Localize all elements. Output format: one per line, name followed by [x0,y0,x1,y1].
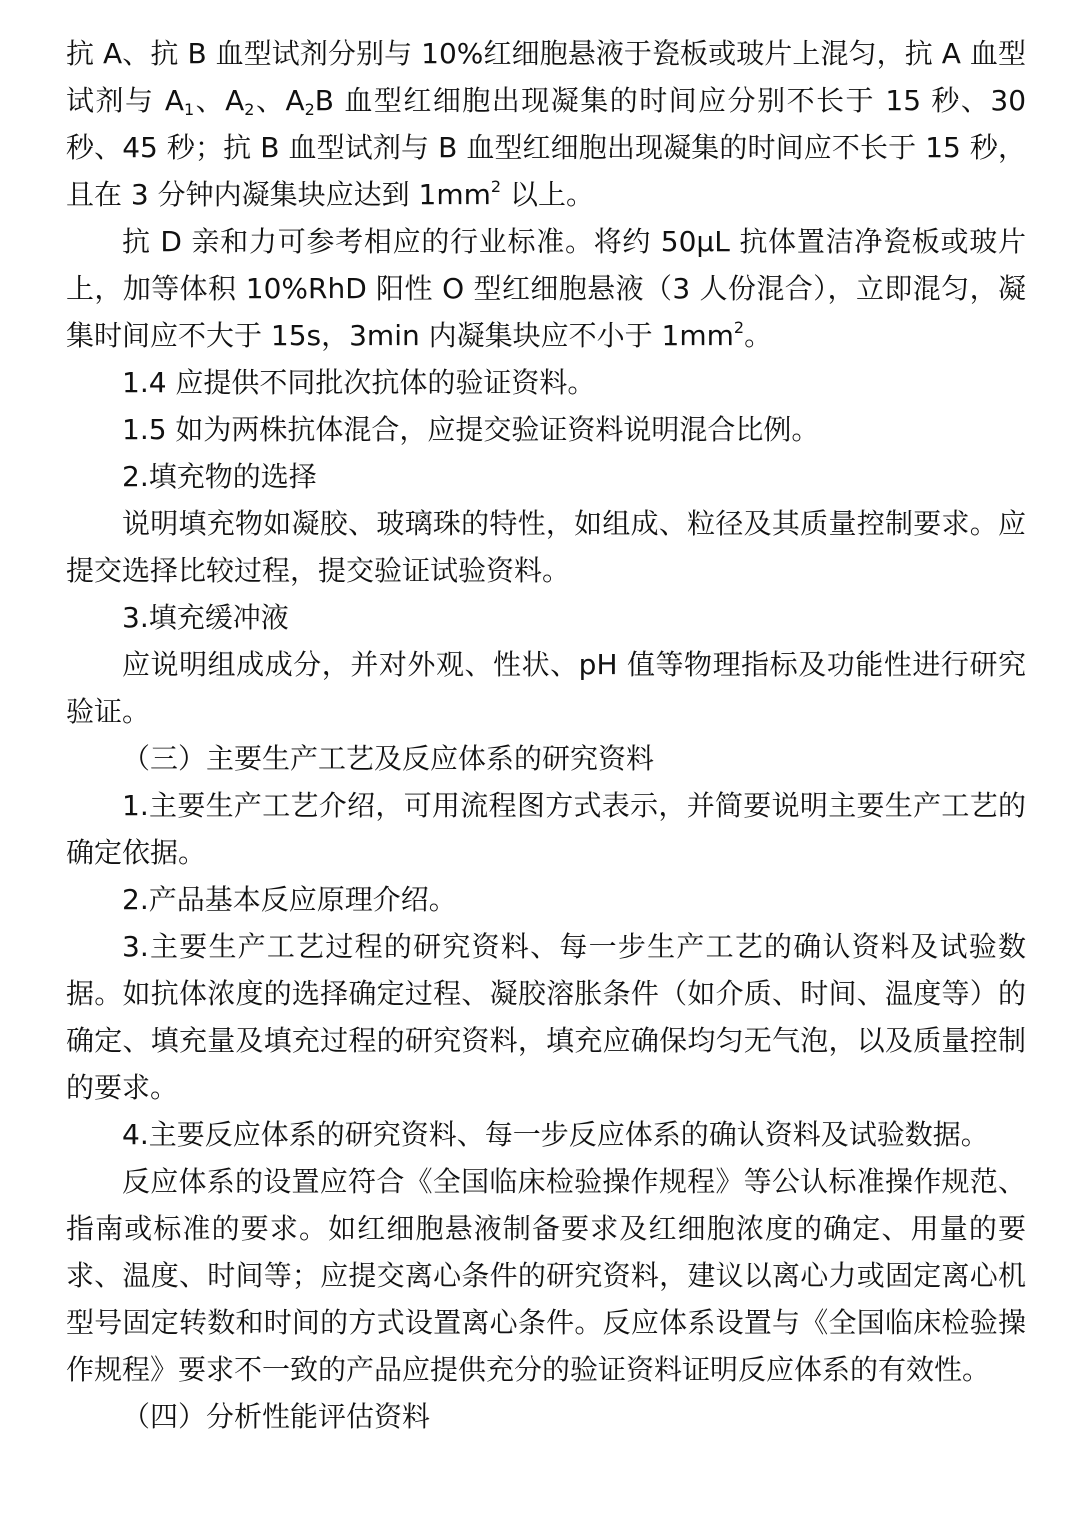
paragraph [66,359,1026,406]
subscript: 1 [183,100,195,119]
paragraph [66,594,1026,641]
text-run: 抗 A、抗 B 血型试剂分别与 10%红细胞悬液于瓷板或玻片上混匀，抗 A 血型试剂与 A [66,37,1026,117]
text-run: 2.填充物的选择 [122,460,317,493]
text-run: 、A [254,84,305,117]
paragraph-continued [66,30,1026,218]
paragraph [66,453,1026,500]
text-run: 1.4 应提供不同批次抗体的验证资料。 [122,366,596,399]
superscript: 2 [490,177,502,196]
text-run: 3.填充缓冲液 [122,601,289,634]
subscript: 2 [304,100,315,119]
paragraph [66,1111,1026,1158]
superscript: 2 [733,318,745,337]
text-run: B 血型红细胞出现凝集的时间应分别不长于 15 秒、30 秒、45 秒；抗 B 血型试剂与 B 血型红细胞出现凝集的时间应不长于 15 秒，且在 3 分钟内凝集块应达到 1mm [66,84,1027,211]
text-run: （四）分析性能评估资料 [122,1400,431,1433]
text-run: 、A [194,84,245,117]
paragraph [66,923,1026,1111]
text-run: 应说明组成成分，并对外观、性状、pH 值等物理指标及功能性进行研究验证。 [66,648,1026,728]
text-run: 4.主要反应体系的研究资料、每一步反应体系的确认资料及试验数据。 [122,1118,989,1151]
text-run: 1.5 如为两株抗体混合，应提交验证资料说明混合比例。 [122,413,820,446]
document-page [66,30,1026,1440]
paragraph [66,782,1026,876]
text-run: 2.产品基本反应原理介绍。 [122,883,457,916]
text-run: 抗 D 亲和力可参考相应的行业标准。将约 50μL 抗体置洁净瓷板或玻片上，加等体积 10%RhD 阳性 O 型红细胞悬液（3 人份混合），立即混匀，凝集时间应不大于 15s，3min 内凝集块应不小于 1mm [66,225,1026,352]
text-run: 。 [744,319,773,352]
paragraph [66,406,1026,453]
section-heading [66,735,1026,782]
text-run: 说明填充物如凝胶、玻璃珠的特性，如组成、粒径及其质量控制要求。应提交选择比较过程，提交验证试验资料。 [66,507,1026,587]
paragraph [66,500,1026,594]
paragraph [66,218,1026,359]
text-run: 1.主要生产工艺介绍，可用流程图方式表示，并简要说明主要生产工艺的确定依据。 [66,789,1026,869]
paragraph [66,641,1026,735]
text-run: 以上。 [501,178,594,211]
text-run: （三）主要生产工艺及反应体系的研究资料 [122,742,655,775]
text-run: 反应体系的设置应符合《全国临床检验操作规程》等公认标准操作规范、指南或标准的要求。如红细胞悬液制备要求及红细胞浓度的确定、用量的要求、温度、时间等；应提交离心条件的研究资料，建议以离心力或固定离心机型号固定转数和时间的方式设置离心条件。反应体系设置与《全国临床检验操作规程》要求不一致的产品应提供充分的验证资料证明反应体系的有效性。 [66,1165,1026,1386]
paragraph [66,876,1026,923]
text-run: 3.主要生产工艺过程的研究资料、每一步生产工艺的确认资料及试验数据。如抗体浓度的选择确定过程、凝胶溶胀条件（如介质、时间、温度等）的确定、填充量及填充过程的研究资料，填充应确保均匀无气泡，以及质量控制的要求。 [66,930,1026,1104]
subscript: 2 [244,100,255,119]
paragraph [66,1158,1026,1393]
section-heading [66,1393,1026,1440]
